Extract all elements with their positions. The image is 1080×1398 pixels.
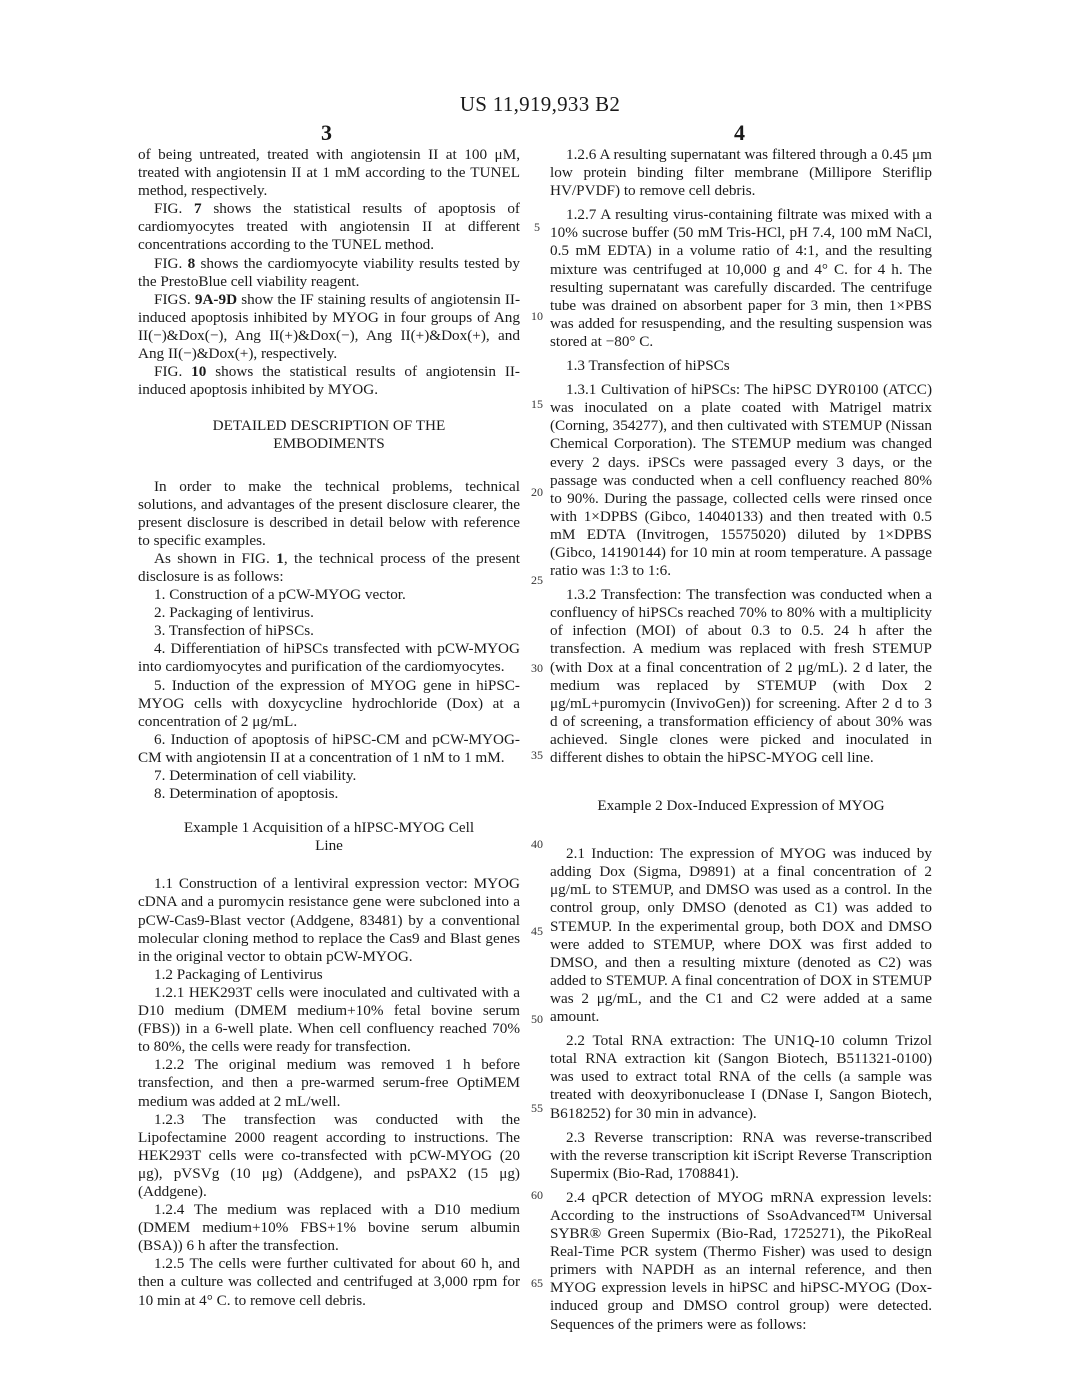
- right-column: [550, 146, 932, 1334]
- paragraph-1-3: 1.3 Transfection of hiPSCs: [566, 357, 730, 375]
- left-page-number: 3: [321, 120, 332, 145]
- fig7-paragraph: FIG. 7 shows the statistical results of apoptosis of cardiomyocytes treated with angiotensin II at different concentrations according to the TUNEL method.: [138, 200, 520, 254]
- line-number-60: 60: [531, 1188, 543, 1202]
- step-item: 8. Determination of apoptosis.: [154, 785, 339, 803]
- fig9-paragraph: FIGS. 9A-9D show the IF staining results of angiotensin II-induced apoptosis inhibited by MYOG in four groups of Ang II(−)&Dox(−), Ang II(+)&Dox(−), Ang II(+)&Dox(+), and Ang II(−)&Dox(+), respectively.: [138, 290, 520, 363]
- patent-number: US 11,919,933 B2: [459, 92, 621, 116]
- line-number-25: 25: [531, 573, 543, 587]
- paragraph-1-2-5: 1.2.5 The cells were further cultivated for about 60 h, and then a culture was collected and centrifuged at 3,000 rpm for 10 min at 4° C. to remove cell debris.: [138, 1255, 520, 1309]
- paragraph-1-3-2: 1.3.2 Transfection: The transfection was conducted when a confluency of hiPSCs reached 70% to 80% with a multiplicity of infection (MOI) of about 0.3 to 0.5. 24 h after the transfection. A medium was replaced with fresh STEMUP (with Dox at a final concentration of 2 μg/mL). 2 d later, the medium was replaced by STEMUP (with Dox 2 μg/mL+puromycin (InvivoGen)) for screening. After 2 d to 3 d of screening, a transformation efficiency of about 30% was achieved. Single clones were picked and inoculated in different dishes to obtain the hiPSC-MYOG cell line.: [550, 586, 932, 766]
- paragraph-2-1: 2.1 Induction: The expression of MYOG was induced by adding Dox (Sigma, D9891) at a final concentration of 2 μg/mL to STEMUP, and DMSO was used as a control. In the control group, only DMSO (denoted as C1) was added to STEMUP. In the experimental group, both DOX and DMSO were added to STEMUP, where DOX was first added to DMSO, and then a resulting mixture (denoted as C2) was added to STEMUP. A final concentration of DOX in STEMUP was 2 μg/mL, and the C1 and C2 were added at a same amount.: [550, 845, 932, 1026]
- paragraph-2-4: 2.4 qPCR detection of MYOG mRNA expression levels: According to the instructions of SsoAdvanced™ Universal SYBR® Green Supermix (Bio-Rad, 1725271), the PikoReal Real-Time PCR system (Thermo Fisher) was used to design primers with NAPDH as an internal reference, and then MYOG expression levels in hiPSC and hiPSC-MYOG (Dox-induced group and DMSO control group) were detected. Sequences of the primers were as follows:: [550, 1188, 932, 1333]
- fig10-paragraph: FIG. 10 shows the statistical results of angiotensin II-induced apoptosis inhibited by MYOG.: [138, 363, 520, 399]
- example1-heading-line2: Line: [315, 837, 343, 855]
- right-page-number: 4: [734, 120, 745, 145]
- example1-heading-line1: Example 1 Acquisition of a hIPSC-MYOG Cell: [183, 819, 475, 837]
- step-item: 2. Packaging of lentivirus.: [154, 604, 314, 622]
- section-heading-line2: EMBODIMENTS: [273, 435, 385, 453]
- step-item: 3. Transfection of hiPSCs.: [154, 622, 314, 640]
- paragraph-2-3: 2.3 Reverse transcription: RNA was reverse-transcribed with the reverse transcription kit iScript Reverse Transcription Supermix (Bio-Rad, 1708841).: [550, 1128, 932, 1182]
- paragraph-1-2-1: 1.2.1 HEK293T cells were inoculated and cultivated with a D10 medium (DMEM medium+10% fetal bovine serum (FBS)) in a 6-well plate. When cell confluency reached 70% to 80%, the cells were ready for transfection.: [138, 983, 520, 1056]
- step-item: 7. Determination of cell viability.: [154, 767, 357, 784]
- line-number-65: 65: [531, 1276, 543, 1290]
- paragraph-1-2-3: 1.2.3 The transfection was conducted with the Lipofectamine 2000 reagent according to instructions. The HEK293T cells were co-transfected with pCW-MYOG (20 μg), pVSVg (10 μg) (Addgene), and psPAX2 (15 μg) (Addgene).: [138, 1110, 520, 1200]
- line-number-35: 35: [531, 748, 543, 762]
- process-paragraph: As shown in FIG. 1, the technical process of the present disclosure is as follows:: [138, 549, 520, 585]
- line-number-20: 20: [531, 485, 543, 499]
- paragraph-1-2-4: 1.2.4 The medium was replaced with a D10 medium (DMEM medium+10% FBS+1% bovine serum albumin (BSA)) 6 h after the transfection.: [138, 1201, 520, 1255]
- paragraph-1-2: 1.2 Packaging of Lentivirus: [154, 965, 323, 983]
- paragraph-1-2-2: 1.2.2 The original medium was removed 1 h before transfection, and then a pre-warmed serum-free OptiMEM medium was added at 2 mL/well.: [138, 1056, 520, 1110]
- line-number-15: 15: [531, 397, 543, 411]
- line-number-45: 45: [531, 924, 543, 938]
- step-item: 6. Induction of apoptosis of hiPSC-CM and pCW-MYOG-CM with angiotensin II at a concentration of 1 nM to 1 mM.: [138, 730, 520, 766]
- step-item: 4. Differentiation of hiPSCs transfected with pCW-MYOG into cardiomyocytes and purification of the cardiomyocytes.: [138, 640, 520, 676]
- order-paragraph: In order to make the technical problems, technical solutions, and advantages of the present disclosure clearer, the present disclosure is described in detail below with reference to specific examples.: [138, 477, 520, 549]
- line-number-50: 50: [531, 1012, 543, 1026]
- paragraph-1-2-6: 1.2.6 A resulting supernatant was filtered through a 0.45 μm low protein binding filter membrane (Millipore Steriflip HV/PVDF) to remove cell debris.: [550, 146, 932, 200]
- line-number-40: 40: [531, 837, 543, 851]
- step-item: 1. Construction of a pCW-MYOG vector.: [154, 586, 406, 604]
- paragraph-1-1: 1.1 Construction of a lentiviral expression vector: MYOG cDNA and a puromycin resistance gene were subcloned into a pCW-Cas9-Blast vector (Addgene, 83481) by a conventional molecular cloning method to replace the Cas9 and Blast genes in the original vector to obtain pCW-MYOG.: [138, 875, 520, 965]
- fig8-paragraph: FIG. 8 shows the cardiomyocyte viability results tested by the PrestoBlue cell viability reagent.: [138, 254, 520, 290]
- left-column: [138, 146, 520, 1310]
- paragraph-1-2-7: 1.2.7 A resulting virus-containing filtrate was mixed with a 10% sucrose buffer (50 mM Tris-HCl, pH 7.4, 100 mM NaCl, 0.5 mM EDTA) in a volume ratio of 4:1, and the resulting mixture was centrifuged at 10,000 g and 4° C. for 4 h. The resulting supernatant was carefully discarded. The centrifuge tube was drained on absorbent paper for 3 min, then 1×PBS was added for resuspending, and the resulting suspension was stored at −80° C.: [550, 206, 932, 350]
- paragraph-2-2: 2.2 Total RNA extraction: The UN1Q-10 column Trizol total RNA extraction kit (Sangon Biotech, B511321-0100) was used to extract total RNA of the cells (a sample was treated with deoxyribonuclease I (DNase I, Sangon Biotech, B618252) for 30 min in advance).: [550, 1032, 932, 1122]
- line-number-30: 30: [531, 661, 543, 675]
- line-number-55: 55: [531, 1101, 543, 1115]
- line-number-5: 5: [534, 220, 540, 234]
- line-number-10: 10: [531, 309, 543, 323]
- step-item: 5. Induction of the expression of MYOG gene in hiPSC-MYOG cells with doxycycline hydrochloride (Dox) at a concentration of 2 μg/mL.: [138, 676, 520, 730]
- intro-paragraph: of being untreated, treated with angiotensin II at 100 μM, treated with angiotensin II at 1 mM according to the TUNEL method, respectively.: [138, 146, 520, 200]
- example2-heading: Example 2 Dox-Induced Expression of MYOG: [597, 797, 885, 815]
- paragraph-1-3-1: 1.3.1 Cultivation of hiPSCs: The hiPSC DYR0100 (ATCC) was inoculated on a plate coated with Matrigel matrix (Corning, 354277), and then cultivated with STEMUP (Nissan Chemical Corporation). The STEMUP medium was changed every 2 days. iPSCs were passaged every 3 days, or the passage was conducted when a cell confluency reached 80% to 90%. During the passage, collected cells were rinsed once with 1×DPBS (Gibco, 14040133) and then treated with 0.5 mM EDTA (Invitrogen, 15575020) diluted by 1×DPBS (Gibco, 14190144) for 10 min at room temperature. A passage ratio was 1:3 to 1:6.: [550, 381, 932, 580]
- section-heading-line1: DETAILED DESCRIPTION OF THE: [212, 417, 446, 435]
